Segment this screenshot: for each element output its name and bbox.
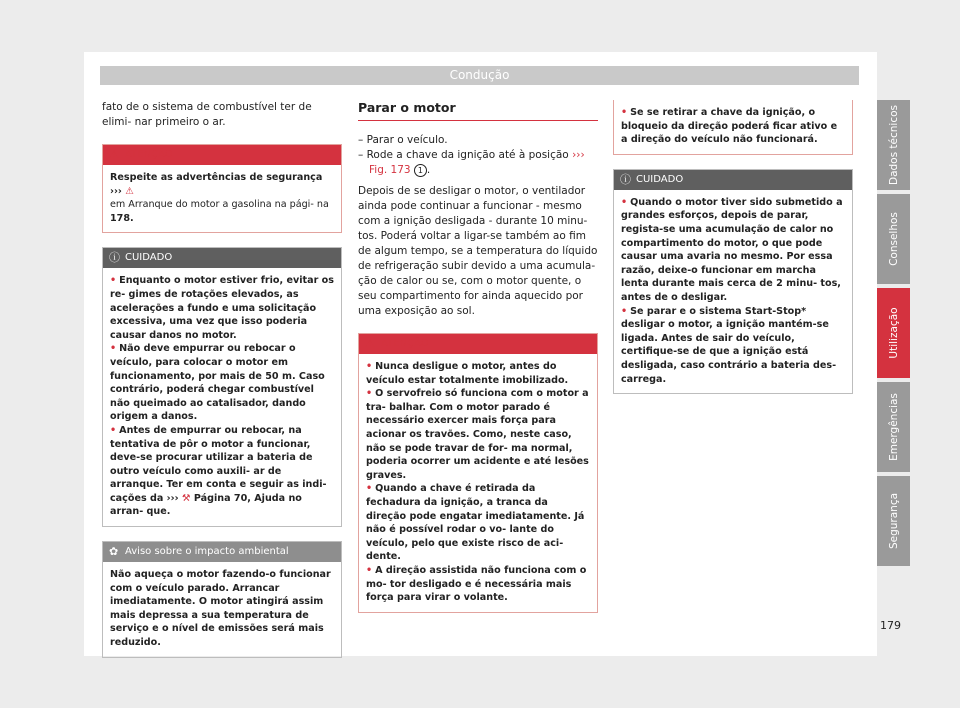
page-number: 179 [880, 619, 901, 632]
list-item: • Enquanto o motor estiver frio, evitar os re- gimes de rotações elevados, as acelerações a fundo e uma solicitação excessiva, uma vez que isso poderia causar danos no motor. [110, 275, 334, 341]
list-item: • Não deve empurrar ou rebocar o veículo, para colocar o motor em funcionamento, por mais de 50 m. Caso contrário, poderá chegar combustível não queimado ao catalisador, dando origem a danos. [110, 343, 325, 423]
page-ref-link[interactable]: Página 70, Ajuda no arran- que. [110, 492, 302, 518]
warning-line2: em Arranque do motor a gasolina na pági- na [110, 199, 329, 211]
warning-body [614, 100, 852, 154]
environment-icon: ✿ [109, 545, 119, 559]
warning-header [359, 334, 597, 354]
info-circle-icon: ⓘ [620, 172, 631, 186]
warning-label: ATENÇÃO [381, 338, 429, 349]
column-right [613, 100, 853, 394]
info-circle-icon: ⓘ [109, 251, 120, 265]
warning-triangle-icon: ⚠ [365, 337, 375, 350]
caution-box-1 [102, 247, 342, 527]
step-item: – Parar o veículo. [358, 134, 448, 146]
warning-triangle-icon: ⚠ [125, 185, 134, 197]
tab-utilizacao[interactable]: Utilização [877, 288, 910, 378]
warning-box-continued [613, 100, 853, 155]
tab-seguranca[interactable]: Segurança [877, 476, 910, 566]
warning-triangle-icon: ⚠ [109, 148, 119, 161]
list-item: • A direção assistida não funciona com o mo- tor desligado e é necessária mais força para virar o volante. [366, 564, 587, 604]
caution-header [103, 248, 341, 268]
figure-ref-link[interactable]: ››› Fig. 173 [369, 149, 585, 176]
chapter-header: Condução [100, 66, 859, 85]
caution-label: CUIDADO [125, 252, 173, 264]
section-title: Parar o motor [358, 100, 598, 121]
list-item: • Nunca desligue o motor, antes do veículo estar totalmente imobilizado. [366, 361, 569, 386]
step-item: – Rode a chave da ignição até à posição ››› Fig. 173 1 . [358, 149, 585, 176]
list-item: • Antes de empurrar ou rebocar, na tentativa de pôr o motor a funcionar, deve-se procurar utilizar a bateria de outro veículo como auxili- ar de arranque. Ter em conta e seguir as indi- cações da ››› ⚒ Página 70, Ajuda no arran- que. [110, 424, 327, 518]
environment-header [103, 542, 341, 562]
list-item: • Quando o motor tiver sido submetido a grandes esforços, depois de parar, regista-se uma acumulação de calor no compartimento do motor, o que pode causar uma avaria no mesmo. Por essa razão, deixe-o funcionar em marcha lenta durante mais cerca de 2 minu- tos, antes de o desligar. [621, 196, 843, 303]
warning-body [359, 354, 597, 612]
list-item: • Quando a chave é retirada da fechadura da ignição, a tranca da direção pode engatar imediatamente. Já não é possível rodar o vo- lante do veículo, pelo que existe risco de aci- dente. [366, 483, 585, 563]
chapter-tabs [877, 100, 910, 570]
caution-body [103, 268, 341, 526]
list-item: • Se se retirar a chave da ignição, o bloqueio da direção poderá ficar ativo e a direção do veículo não funcionará. [621, 107, 838, 146]
environment-body: Não aqueça o motor fazendo-o funcionar com o veículo parado. Arrancar imediatamente. O motor atingirá assim mais depressa a sua temperatura de serviço e o nível de emissões será mais reduzido. [110, 569, 331, 649]
environment-label: Aviso sobre o impacto ambiental [125, 546, 289, 558]
caution-header [614, 170, 852, 190]
warning-box-2 [358, 333, 598, 613]
column-left [102, 100, 342, 658]
warning-page-ref[interactable]: 178. [110, 212, 134, 224]
body-paragraph: Depois de se desligar o motor, o ventilador ainda pode continuar a funcionar - mesmo com a ignição desligada - durante 10 minu- tos. Poderá voltar a ligar-se também ao fim de algum tempo, se a temperatura do líquido de refrigeração subir devido a uma acumula- ção de calor ou se, com o motor quente, o seu compartimento for ainda aquecido por uma exposição ao sol. [358, 185, 598, 317]
caution-box-2 [613, 169, 853, 394]
tab-dados-tecnicos[interactable]: Dados técnicos [877, 100, 910, 190]
environment-box [102, 541, 342, 658]
caution-body [614, 190, 852, 393]
tab-emergencias[interactable]: Emergências [877, 382, 910, 472]
warning-body [103, 165, 341, 232]
warning-header [103, 145, 341, 165]
warning-line1: Respeite as advertências de segurança ››› [110, 172, 323, 197]
warning-box-1 [102, 144, 342, 233]
tools-icon: ⚒ [181, 492, 191, 504]
list-item: • O servofreio só funciona com o motor a tra- balhar. Com o motor parado é necessário exercer mais força para acionar os travões. Como, neste caso, não se pode travar de for- ma normal, poderia ocorrer um acidente e até lesões graves. [366, 388, 589, 481]
intro-text: fato de o sistema de combustível ter de elimi- nar primeiro o ar. [102, 101, 312, 128]
position-number-badge: 1 [414, 164, 427, 177]
warning-label: ATENÇÃO [125, 149, 173, 160]
column-middle [358, 100, 598, 613]
tab-conselhos[interactable]: Conselhos [877, 194, 910, 284]
caution-label: CUIDADO [636, 173, 684, 185]
list-item: • Se parar e o sistema Start-Stop* desligar o motor, a ignição mantém-se ligada. Antes de sair do veículo, certifique-se de que a ignição está desligada, caso contrário a bateria des- carrega. [621, 305, 837, 385]
